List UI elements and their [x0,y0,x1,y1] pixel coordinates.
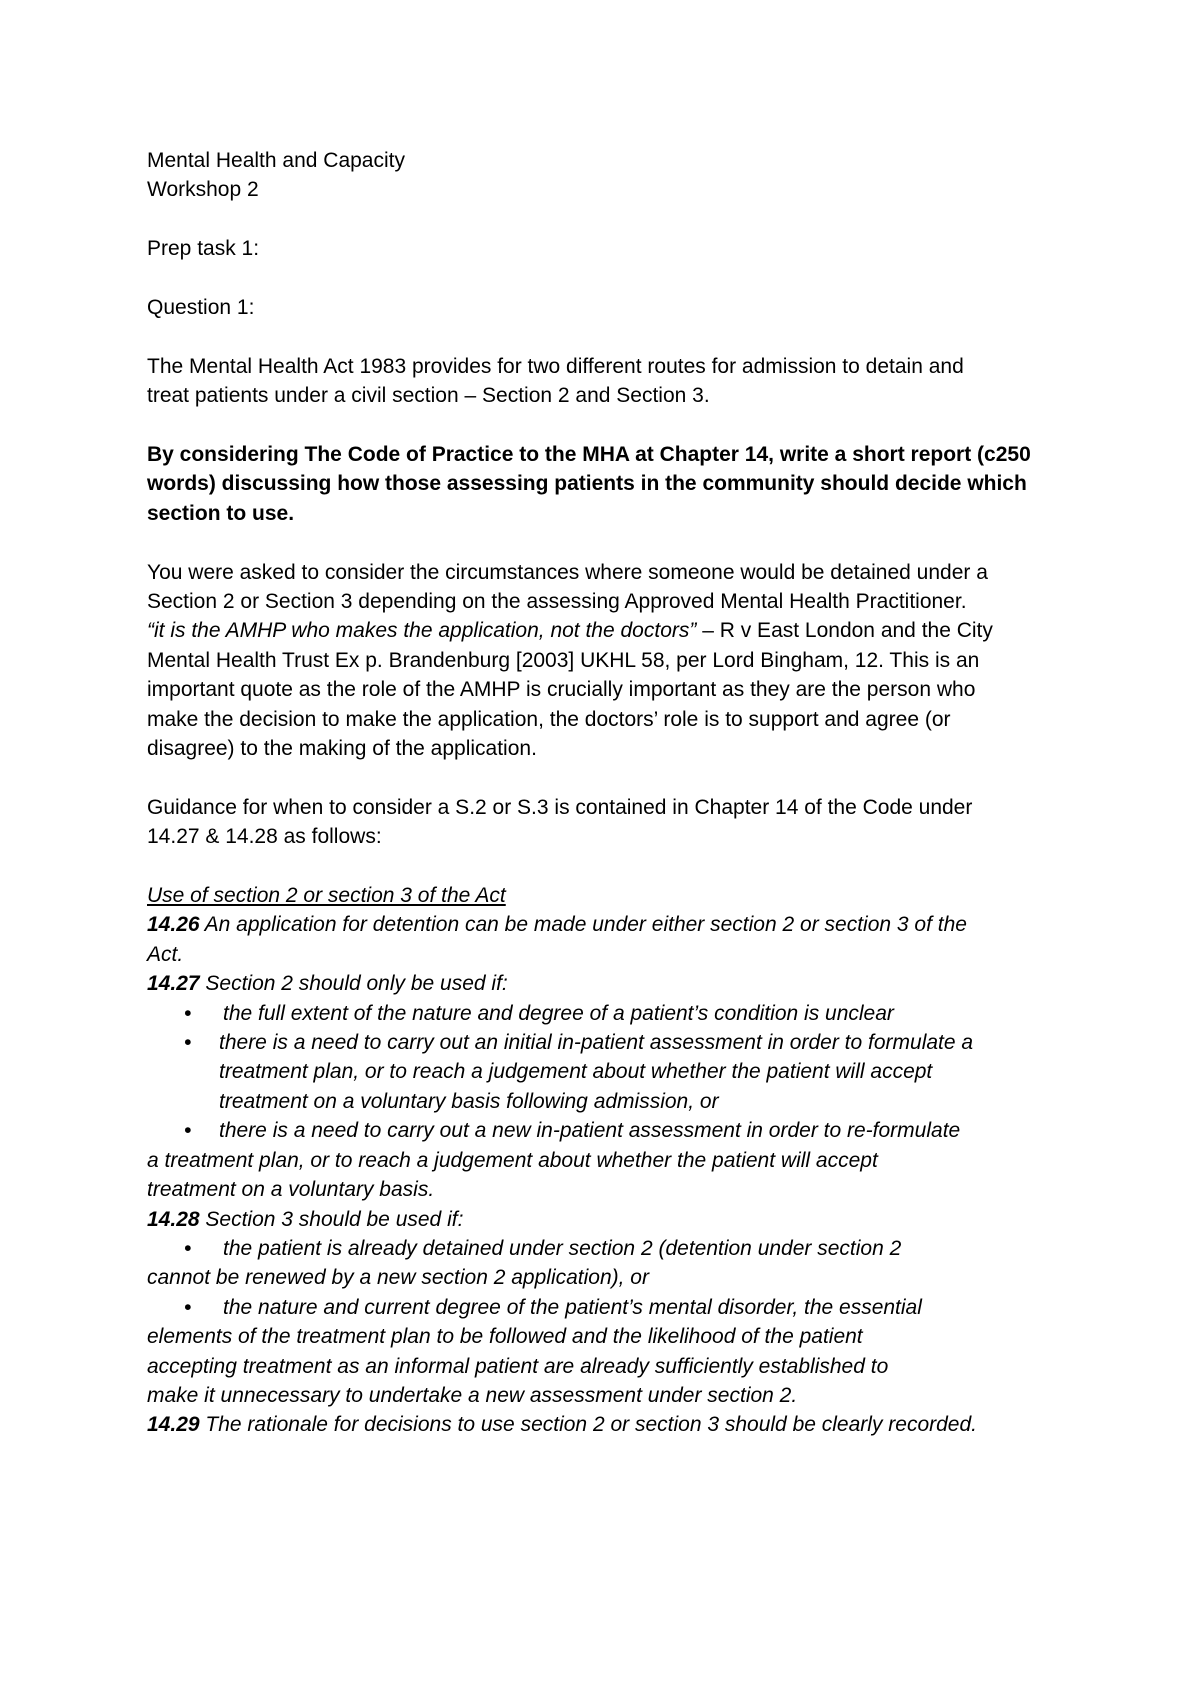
answer-line [147,616,1047,645]
paragraph-14-26: 14.26 An application for detention can be made under either section 2 or section 3 of the [147,913,967,937]
bullet-icon: • [184,1001,192,1025]
amhp-quote: “it is the AMHP who makes the application, not the doctors” [147,619,697,643]
paragraph-14-27: 14.27 Section 2 should only be used if: [147,972,508,996]
list-item: • the full extent of the nature and degree of a patient’s condition is unclear [147,999,1047,1028]
bullet-icon: • [184,1236,192,1260]
bullet-icon: • [184,1031,192,1055]
answer-line: You were asked to consider the circumstances where someone would be detained under a [147,560,988,584]
answer-paragraph [147,558,1047,764]
list-item-cont: treatment on a voluntary basis. [147,1178,435,1202]
list-item-cont: a treatment plan, or to reach a judgement about whether the patient will accept [147,1148,878,1172]
list-item: • the patient is already detained under section 2 (detention under section 2 [147,1234,1047,1263]
document-title: Mental Health and Capacity [147,149,405,172]
answer-line: disagree) to the making of the application. [147,737,537,761]
task-line: words) discussing how those assessing patients in the community should decide which [147,472,1027,496]
task-line: section to use. [147,501,295,525]
answer-line: Mental Health Trust Ex p. Brandenburg [2003] UKHL 58, per Lord Bingham, 12. This is an [147,648,980,672]
paragraph-number: 14.29 [147,1413,200,1437]
paragraph-number: 14.28 [147,1207,200,1231]
answer-line: Section 2 or Section 3 depending on the assessing Approved Mental Health Practitioner. [147,590,967,614]
list-item-cont: make it unnecessary to undertake a new assessment under section 2. [147,1383,798,1407]
intro-line: The Mental Health Act 1983 provides for two different routes for admission to detain and [147,354,964,378]
list-item: • the nature and current degree of the patient’s mental disorder, the essential [147,1293,1047,1322]
document-body [147,146,1047,1440]
intro-line: treat patients under a civil section – Section 2 and Section 3. [147,384,710,408]
code-heading: Use of section 2 or section 3 of the Act [147,884,506,908]
paragraph-14-29: 14.29 The rationale for decisions to use section 2 or section 3 should be clearly recorded. [147,1413,977,1437]
bullet-icon: • [184,1295,192,1319]
paragraph-14-28: 14.28 Section 3 should be used if: [147,1207,464,1231]
intro-paragraph [147,352,1047,411]
prep-task-label: Prep task 1: [147,237,260,261]
list-item: • there is a need to carry out a new in-patient assessment in order to re-formulate [147,1116,1047,1145]
answer-line: make the decision to make the application, the doctors’ role is to support and agree (or [147,707,951,731]
list-item-cont: treatment plan, or to reach a judgement about whether the patient will accept [219,1060,933,1084]
question-label: Question 1: [147,296,255,319]
list-item: • there is a need to carry out an initial in-patient assessment in order to formulate a [147,1028,1047,1057]
list-item-cont: treatment on a voluntary basis following admission, or [219,1089,719,1113]
paragraph-14-26-cont: Act. [147,942,184,966]
list-item-cont: accepting treatment as an informal patient are already sufficiently established to [147,1354,889,1378]
code-extract [147,881,1047,1440]
document-subtitle: Workshop 2 [147,178,259,202]
case-citation: – R v East London and the City [696,619,993,643]
bullet-icon: • [184,1119,192,1143]
list-item-cont: cannot be renewed by a new section 2 application), or [147,1266,649,1290]
task-paragraph [147,440,1047,528]
guidance-paragraph [147,793,1047,852]
paragraph-number: 14.26 [147,913,200,937]
guidance-line: Guidance for when to consider a S.2 or S.3 is contained in Chapter 14 of the Code under [147,795,973,819]
answer-line: important quote as the role of the AMHP is crucially important as they are the person who [147,678,976,702]
guidance-line: 14.27 & 14.28 as follows: [147,825,382,849]
task-line: By considering The Code of Practice to the MHA at Chapter 14, write a short report (c250 [147,443,1031,466]
list-item-cont: elements of the treatment plan to be followed and the likelihood of the patient [147,1325,863,1349]
paragraph-number: 14.27 [147,972,200,996]
